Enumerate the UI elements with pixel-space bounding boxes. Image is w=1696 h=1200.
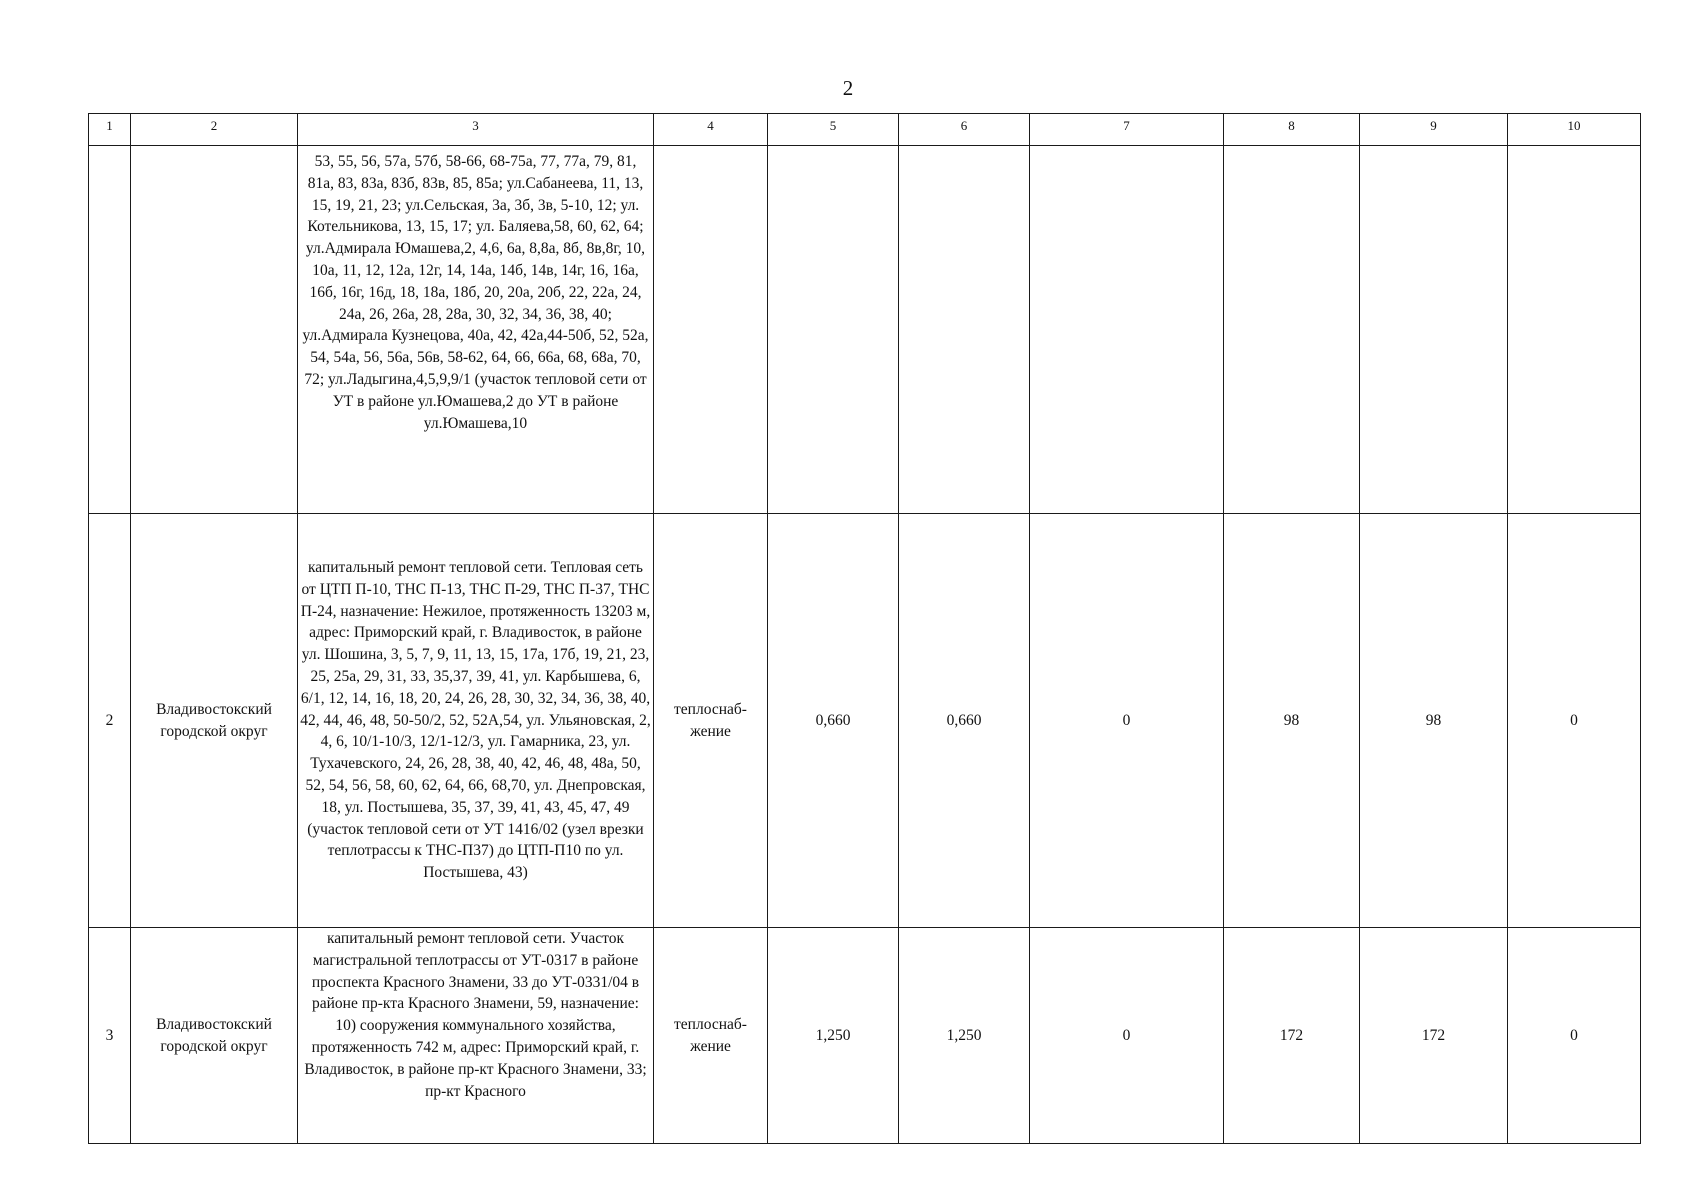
- value-cell-8: [1224, 146, 1360, 514]
- sector-cell: теплоснаб-жение: [654, 514, 768, 928]
- value-cell-8: 98: [1224, 514, 1360, 928]
- value-cell-9: [1360, 146, 1508, 514]
- value-cell-9: 98: [1360, 514, 1508, 928]
- table-row: [89, 146, 1641, 514]
- value-cell-7: 0: [1030, 514, 1224, 928]
- column-header: 10: [1508, 114, 1641, 146]
- value-cell-5: 1,250: [768, 928, 899, 1144]
- value-cell-9: 172: [1360, 928, 1508, 1144]
- row-number-cell: 2: [89, 514, 131, 928]
- page-number: 2: [842, 76, 854, 100]
- table-row: [89, 928, 1641, 1144]
- value-cell-5: [768, 146, 899, 514]
- column-header: 4: [654, 114, 768, 146]
- table-header-row: [89, 114, 1641, 146]
- municipality-cell: Владивостокский городской округ: [131, 514, 298, 928]
- column-header: 1: [89, 114, 131, 146]
- column-header: 7: [1030, 114, 1224, 146]
- table-row: [89, 514, 1641, 928]
- value-cell-10: 0: [1508, 514, 1641, 928]
- sector-cell: теплоснаб-жение: [654, 928, 768, 1144]
- description-cell: 53, 55, 56, 57а, 57б, 58-66, 68-75а, 77, 77а, 79, 81, 81а, 83, 83а, 83б, 83в, 85, 85а; ул.Сабанеева, 11, 13, 15, 19, 21, 23; ул.Сельская, 3а, 3б, 3в, 5-10, 12; ул. Котельникова, 13, 15, 17; ул. Баляева,58, 60, 62, 64; ул.Адмирала Юмашева,2, 4,6, 6а, 8,8а, 8б, 8в,8г, 10, 10а, 11, 12, 12а, 12г, 14, 14а, 14б, 14в, 14г, 16, 16а, 16б, 16г, 16д, 18, 18а, 18б, 20, 20а, 20б, 22, 22а, 24, 24а, 26, 26а, 28, 28а, 30, 32, 34, 36, 38, 40; ул.Адмирала Кузнецова, 40а, 42, 42а,44-50б, 52, 52а, 54, 54а, 56, 56а, 56в, 58-62, 64, 66, 66а, 68, 68а, 70, 72; ул.Ладыгина,4,5,9,9/1 (участок тепловой сети от УТ в районе ул.Юмашева,2 до УТ в районе ул.Юмашева,10: [298, 146, 654, 514]
- value-cell-6: 0,660: [899, 514, 1030, 928]
- value-cell-6: [899, 146, 1030, 514]
- column-header: 5: [768, 114, 899, 146]
- column-header: 2: [131, 114, 298, 146]
- column-header: 9: [1360, 114, 1508, 146]
- description-cell: капитальный ремонт тепловой сети. Тепловая сеть от ЦТП П-10, ТНС П-13, ТНС П-29, ТНС П-37, ТНС П-24, назначение: Нежилое, протяженность 13203 м, адрес: Приморский край, г. Владивосток, в районе ул. Шошина, 3, 5, 7, 9, 11, 13, 15, 17а, 17б, 19, 21, 23, 25, 25а, 29, 31, 33, 35,37, 39, 41, ул. Карбышева, 6, 6/1, 12, 14, 16, 18, 20, 24, 26, 28, 30, 32, 34, 36, 38, 40, 42, 44, 46, 48, 50-50/2, 52, 52А,54, ул. Ульяновская, 2, 4, 6, 10/1-10/3, 12/1-12/3, ул. Гамарника, 23, ул. Тухачевского, 24, 26, 28, 38, 40, 42, 46, 48, 48а, 50, 52, 54, 56, 58, 60, 62, 64, 66, 68,70, ул. Днепровская, 18, ул. Постышева, 35, 37, 39, 41, 43, 45, 47, 49 (участок тепловой сети от УТ 1416/02 (узел врезки теплотрассы к ТНС-П37) до ЦТП-П10 по ул. Постышева, 43): [298, 514, 654, 928]
- value-cell-8: 172: [1224, 928, 1360, 1144]
- sector-cell: [654, 146, 768, 514]
- column-header: 3: [298, 114, 654, 146]
- value-cell-7: 0: [1030, 928, 1224, 1144]
- column-header: 8: [1224, 114, 1360, 146]
- row-number-cell: 3: [89, 928, 131, 1144]
- value-cell-10: 0: [1508, 928, 1641, 1144]
- column-header: 6: [899, 114, 1030, 146]
- value-cell-10: [1508, 146, 1641, 514]
- description-cell: капитальный ремонт тепловой сети. Участок магистральной теплотрассы от УТ-0317 в районе проспекта Красного Знамени, 33 до УТ-0331/04 в районе пр-кта Красного Знамени, 59, назначение: 10) сооружения коммунального хозяйства, протяженность 742 м, адрес: Приморский край, г. Владивосток, в районе пр-кт Красного Знамени, 33; пр-кт Красного: [298, 928, 654, 1144]
- municipality-cell: [131, 146, 298, 514]
- municipality-cell: Владивостокский городской округ: [131, 928, 298, 1144]
- value-cell-6: 1,250: [899, 928, 1030, 1144]
- row-number-cell: [89, 146, 131, 514]
- value-cell-5: 0,660: [768, 514, 899, 928]
- data-table: [88, 113, 1641, 1144]
- value-cell-7: [1030, 146, 1224, 514]
